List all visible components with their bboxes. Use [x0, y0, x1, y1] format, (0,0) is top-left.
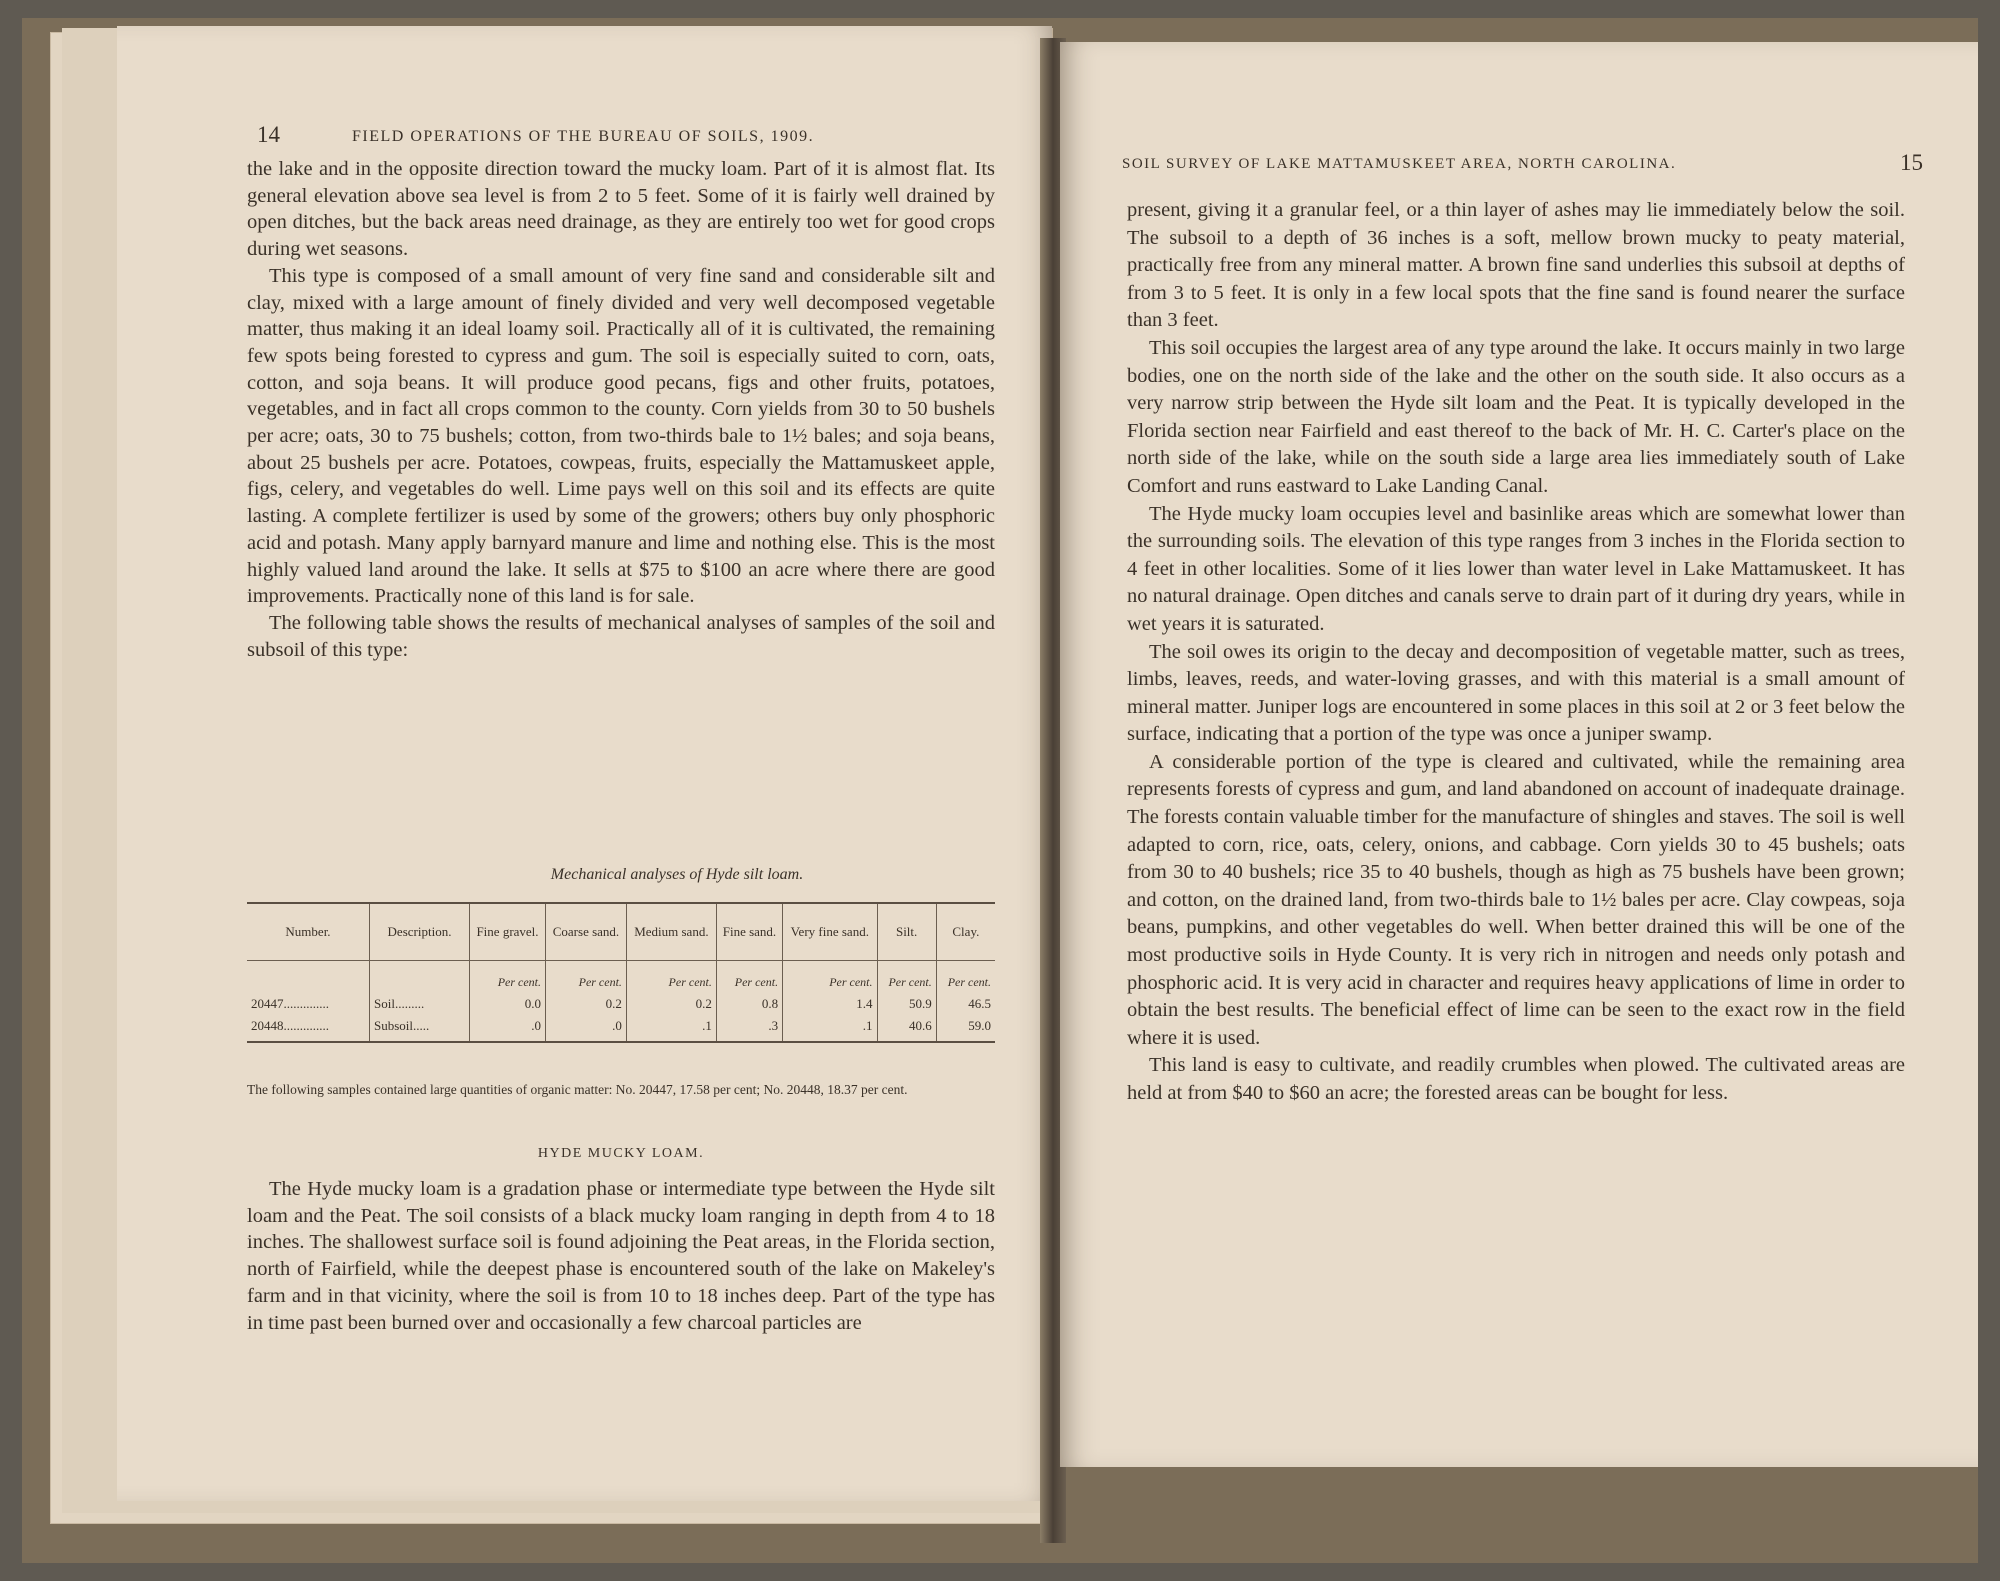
sample-number: 20447.............. — [251, 996, 329, 1011]
table-header: Coarse sand. — [546, 903, 627, 961]
table-cell: 50.9 — [877, 993, 936, 1015]
table-header: Silt. — [877, 903, 936, 961]
table-header: Fine gravel. — [470, 903, 546, 961]
table-header: Medium sand. — [626, 903, 716, 961]
unit-label: Per cent. — [877, 961, 936, 994]
running-head: FIELD OPERATIONS OF THE BUREAU OF SOILS, 1909. — [352, 128, 815, 145]
table-cell: .1 — [626, 1015, 716, 1042]
paragraph: This soil occupies the largest area of any type around the lake. It occurs mainly in two large bodies, one on the north side of the lake and the other on the south side. It also occurs as a very narrow strip between the Hyde silt loam and the Peat. It is typically developed in the Florida section near Fairfield and east thereof to the back of Mr. H. C. Carter's place on the north side of the lake, while on the south side a large area lies immediately south of Lake Comfort and runs eastward to Lake Landing Canal. — [1127, 336, 1905, 497]
table-header: Clay. — [936, 903, 995, 961]
table-cell: .3 — [716, 1015, 782, 1042]
table-row — [247, 993, 995, 1015]
unit-label: Per cent. — [716, 961, 782, 994]
table-header: Number. — [247, 903, 370, 961]
unit-label: Per cent. — [936, 961, 995, 994]
paragraph: the lake and in the opposite direction toward the mucky loam. Part of it is almost flat. Its general elevation above sea level is from 2 to 5 feet. Some of it is fairly well drained by open ditches, but the back areas need drainage, as they are entirely too wet for good crops during wet seasons. — [247, 158, 995, 261]
sample-description: Subsoil..... — [370, 1015, 470, 1042]
page-number: 14 — [257, 122, 280, 147]
table-header: Fine sand. — [716, 903, 782, 961]
unit-label: Per cent. — [783, 961, 877, 994]
table-footnote: The following samples contained large quantities of organic matter: No. 20447, 17.58 per cent; No. 20448, 18.37 per cent. — [247, 1082, 908, 1097]
table-cell: 0.0 — [470, 993, 546, 1015]
table-cell: 0.2 — [626, 993, 716, 1015]
unit-label: Per cent. — [546, 961, 627, 994]
units-row — [247, 961, 995, 994]
paragraph: This type is composed of a small amount of very fine sand and considerable silt and clay, mixed with a large amount of finely divided and very well decomposed vegetable matter, thus making it an ideal loamy soil. Practically all of it is cultivated, the remaining few spots being forested to cypress and gum. The soil is especially suited to corn, oats, cotton, and soja beans. It will produce good pecans, figs and other fruits, potatoes, vegetables, and in fact all crops common to the county. Corn yields from 30 to 50 bushels per acre; oats, 30 to 75 bushels; cotton, from two-thirds bale to 1½ bales; and soja beans, about 25 bushels per acre. Potatoes, cowpeas, fruits, especially the Mattamuskeet apple, figs, celery, and vegetables do well. Lime pays well on this soil and its effects are quite lasting. A complete fertilizer is used by some of the growers; others buy only phosphoric acid and potash. Many apply barnyard manure and lime and nothing else. This is the most highly valued land around the lake. It sells at $75 to $100 an acre where there are good improvements. Practically none of this land is for sale. — [247, 264, 995, 608]
section-heading: HYDE MUCKY LOAM. — [537, 1146, 705, 1161]
body-text — [247, 1176, 995, 1336]
paragraph: The soil owes its origin to the decay and decomposition of vegetable matter, such as trees, limbs, leaves, reeds, and water-loving grasses, and with this material is a small amount of mineral matter. Juniper logs are encountered in some places in this soil at 2 or 3 feet below the surface, indicating that a portion of the type was once a juniper swamp. — [1127, 640, 1905, 746]
table-cell: 59.0 — [936, 1015, 995, 1042]
paragraph: A considerable portion of the type is cleared and cultivated, while the remaining area represents forests of cypress and gum, and land abandoned on account of inadequate drainage. The forests contain valuable timber for the manufacture of shingles and staves. The soil is well adapted to corn, rice, oats, celery, onions, and cabbage. Corn yields 30 to 45 bushels; oats from 30 to 40 bushels; rice 35 to 40 bushels, though as high as 75 bushels have been grown; and cotton, on the drained land, from two-thirds bale to 1½ bales per acre. Clay cowpeas, soja beans, pumpkins, and other vegetables do well. When better drained this will be one of the most productive soils in Hyde County. It is very rich in nitrogen and needs only potash and phosphoric acid. It is very acid in character and requires heavy applications of lime in order to obtain the best results. The beneficial effect of lime can be seen to the exact row in the field where it is used. — [1127, 750, 1905, 1049]
left-page — [117, 26, 1052, 1501]
table-cell: .0 — [546, 1015, 627, 1042]
paragraph: This land is easy to cultivate, and readily crumbles when plowed. The cultivated areas are held at from $40 to $60 an acre; the forested areas can be bought for less. — [1127, 1054, 1905, 1104]
table-cell: .0 — [470, 1015, 546, 1042]
table-cell: 46.5 — [936, 993, 995, 1015]
book-spread — [22, 18, 1978, 1563]
page-number: 15 — [1900, 150, 1923, 175]
mechanical-analyses-table — [247, 902, 995, 1043]
unit-label: Per cent. — [626, 961, 716, 994]
sample-description: Soil......... — [370, 993, 470, 1015]
table-cell: 40.6 — [877, 1015, 936, 1042]
running-head: SOIL SURVEY OF LAKE MATTAMUSKEET AREA, NORTH CAROLINA. — [1122, 156, 1677, 172]
table-caption: Mechanical analyses of Hyde silt loam. — [550, 866, 804, 883]
table-header: Description. — [370, 903, 470, 961]
right-page — [1060, 42, 1978, 1467]
table-cell: 1.4 — [783, 993, 877, 1015]
body-text — [247, 156, 995, 663]
paragraph: The Hyde mucky loam occupies level and basinlike areas which are somewhat lower than the surrounding soils. The elevation of this type ranges from 3 inches in the Florida section to 4 feet in other localities. Some of it lies lower than water level in Lake Mattamuskeet. It has no natural drainage. Open ditches and canals serve to drain part of it during dry years, while in wet years it is saturated. — [1127, 502, 1905, 635]
table-cell: 0.2 — [546, 993, 627, 1015]
sample-number: 20448.............. — [247, 1015, 370, 1042]
table-cell: 0.8 — [716, 993, 782, 1015]
paragraph: The Hyde mucky loam is a gradation phase or intermediate type between the Hyde silt loam and the Peat. The soil consists of a black mucky loam ranging in depth from 4 to 18 inches. The shallowest surface soil is found adjoining the Peat areas, in the Florida section, north of Fairfield, while the deepest phase is encountered south of the lake on Makeley's farm and in that vicinity, where the soil is from 10 to 18 inches deep. Part of the type has in time past been burned over and occasionally a few charcoal particles are — [247, 1178, 995, 1334]
table-cell: .1 — [783, 1015, 877, 1042]
table-row — [247, 1015, 995, 1042]
table-header: Very fine sand. — [783, 903, 877, 961]
paragraph: present, giving it a granular feel, or a thin layer of ashes may lie immediately below the soil. The subsoil to a depth of 36 inches is a soft, mellow brown mucky to peaty material, practically free from any mineral matter. A brown fine sand underlies this subsoil at depths of from 3 to 5 feet. It is only in a few local spots that the fine sand is found nearer the surface than 3 feet. — [1127, 199, 1905, 332]
body-text — [1127, 197, 1905, 1108]
unit-label: Per cent. — [470, 961, 546, 994]
paragraph: The following table shows the results of mechanical analyses of samples of the soil and subsoil of this type: — [247, 611, 995, 661]
